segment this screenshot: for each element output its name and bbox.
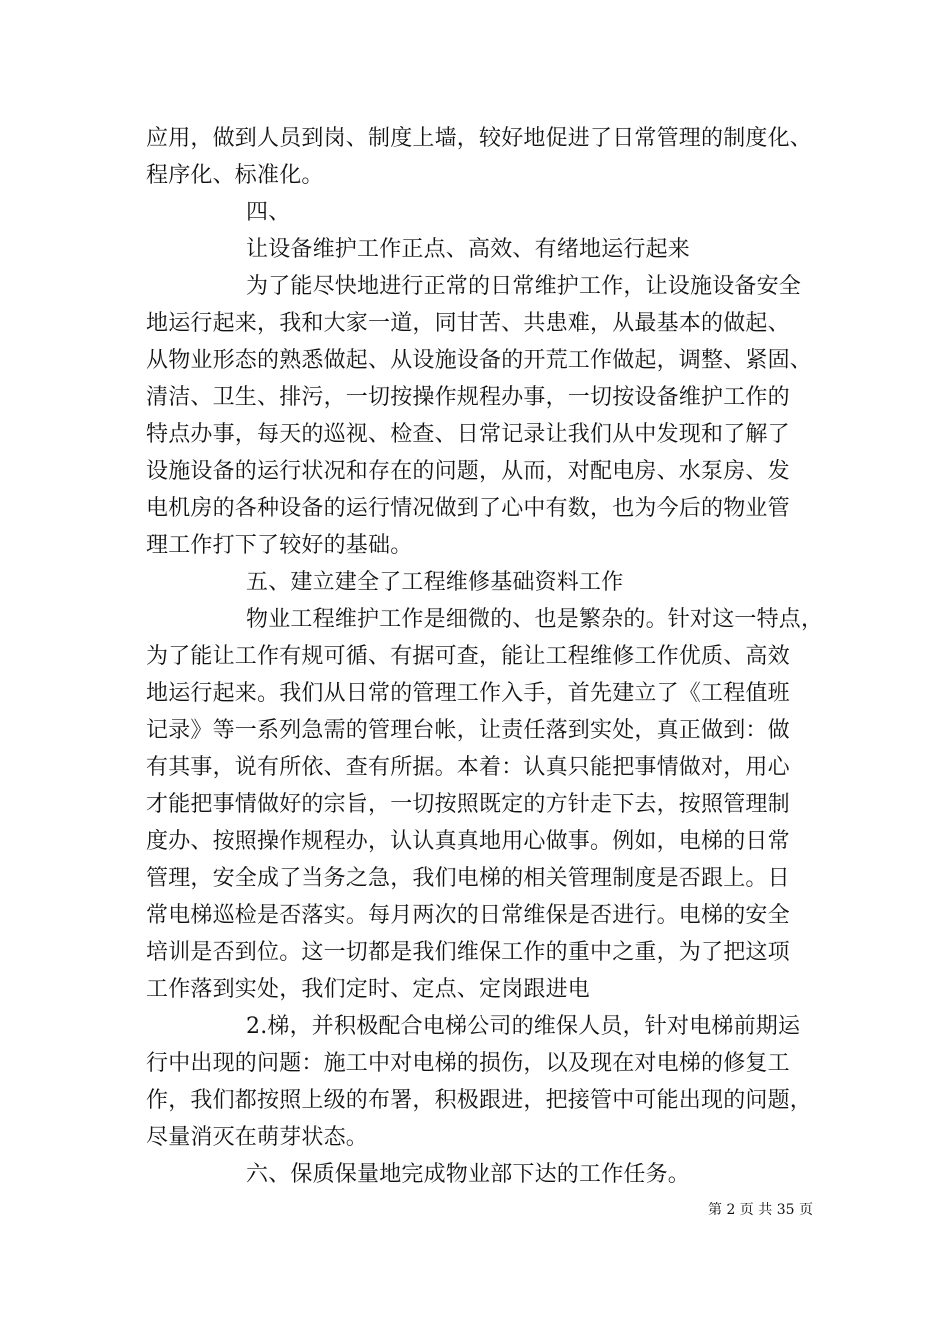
text-line: 度办、按照操作规程办，认认真真地用心做事。例如，电梯的日常 (146, 829, 790, 854)
text-line: 地运行起来，我和大家一道，同甘苦、共患难，从最基本的做起、 (146, 311, 790, 336)
text-line: 应用，做到人员到岗、制度上墙，较好地促进了日常管理的制度化、 (146, 126, 813, 151)
text-line: 作，我们都按照上级的布署，积极跟进，把接管中可能出现的问题， (146, 1088, 813, 1113)
text-line: 有其事，说有所依、查有所据。本着：认真只能把事情做对，用心 (146, 755, 790, 780)
text-line: 六、保质保量地完成物业部下达的工作任务。 (246, 1162, 691, 1187)
body-text (146, 120, 824, 1193)
page-number: 第 2 页 共 35 页 (708, 1202, 813, 1218)
text-line: 才能把事情做好的宗旨，一切按照既定的方针走下去，按照管理制 (146, 792, 790, 817)
text-line: 为了能尽快地进行正常的日常维护工作，让设施设备安全 (246, 274, 802, 299)
text-line: 记录》等一系列急需的管理台帐，让责任落到实处，真正做到：做 (146, 718, 790, 743)
text-line: 尽量消灭在萌芽状态。 (146, 1125, 369, 1150)
text-line: 四、 (246, 200, 291, 225)
text-line: 特点办事，每天的巡视、检查、日常记录让我们从中发现和了解了 (146, 422, 790, 447)
text-line: 让设备维护工作正点、高效、有绪地运行起来 (246, 237, 691, 262)
text-line: 常电梯巡检是否落实。每月两次的日常维保是否进行。电梯的安全 (146, 903, 790, 928)
text-line: 理工作打下了较好的基础。 (146, 533, 413, 558)
text-line: 物业工程维护工作是细微的、也是繁杂的。针对这一特点， (246, 607, 824, 632)
text-line: 行中出现的问题：施工中对电梯的损伤，以及现在对电梯的修复工 (146, 1051, 790, 1076)
text-line: 地运行起来。我们从日常的管理工作入手，首先建立了《工程值班 (146, 681, 790, 706)
text-line: 电机房的各种设备的运行情况做到了心中有数，也为今后的物业管 (146, 496, 790, 521)
text-line: 从物业形态的熟悉做起、从设施设备的开荒工作做起，调整、紧固、 (146, 348, 813, 373)
text-line: 为了能让工作有规可循、有据可查，能让工程维修工作优质、高效 (146, 644, 790, 669)
text-line: 五、建立建全了工程维修基础资料工作 (246, 570, 624, 595)
text-line: 工作落到实处，我们定时、定点、定岗跟进电 (146, 977, 591, 1002)
text-line: 2.梯，并积极配合电梯公司的维保人员，针对电梯前期运 (246, 1014, 801, 1039)
text-line: 设施设备的运行状况和存在的问题，从而，对配电房、水泵房、发 (146, 459, 790, 484)
text-line: 清洁、卫生、排污，一切按操作规程办事，一切按设备维护工作的 (146, 385, 790, 410)
text-line: 程序化、标准化。 (146, 163, 324, 188)
text-line: 培训是否到位。这一切都是我们维保工作的重中之重，为了把这项 (146, 940, 790, 965)
text-line: 管理，安全成了当务之急，我们电梯的相关管理制度是否跟上。日 (146, 866, 790, 891)
